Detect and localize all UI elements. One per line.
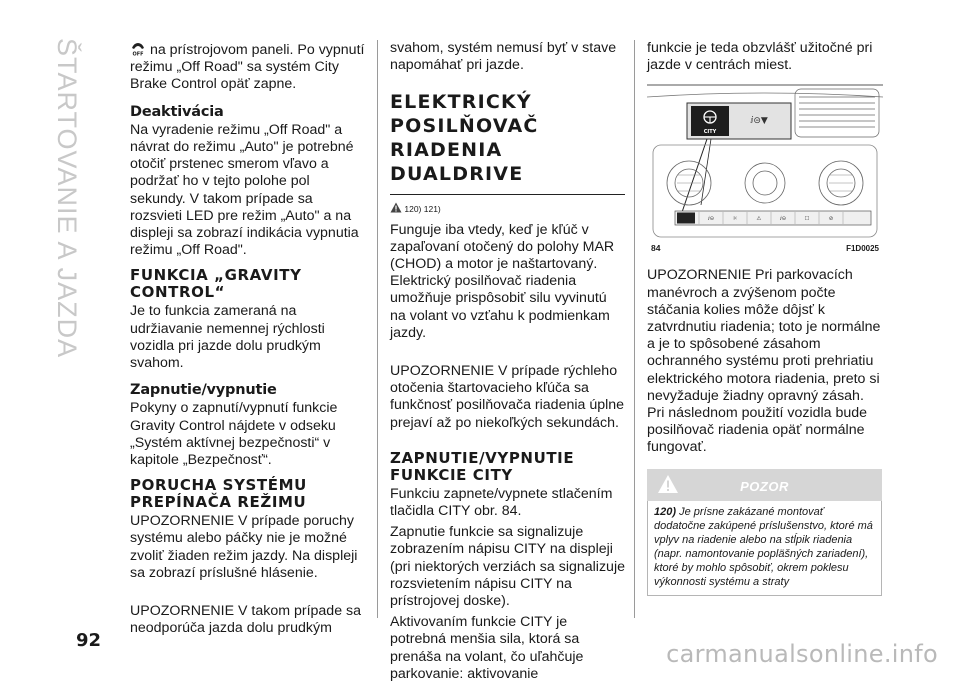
city-button-label: CITY [703,129,717,136]
deactivation-text: Na vyradenie režimu „Off Road" a návrat do režimu „Auto" je potrebné otočiť prstenec smerom vľavo a podržať ho v tejto polohe pol sekundy. V takom prípade sa rozsvieti LED pre režim „Auto" a na displeji sa zobrazí indikácia vypnutia režimu „Off Road". [130,121,359,259]
svg-text:⊘: ⊘ [828,216,834,223]
svg-text:⚠: ⚠ [756,216,762,223]
off-road-icon [130,40,146,56]
on-off-text: Pokyny o zapnutí/vypnutí funkcie Gravity Control nájdete v odseku „Systém aktívnej bezpečnosti“ v kapitole „Bezpečnosť“. [130,400,338,469]
column-divider-2 [634,40,635,618]
warning-box-header [647,469,882,501]
warning-references: 120) 121) [390,201,625,218]
continued-text: svahom, systém nemusí byť v stave napomáhať pri jazde. [390,40,617,74]
figure-code: F1D0025 [846,244,879,254]
gravity-control-heading: FUNKCIA „GRAVITY CONTROL“ [130,266,302,302]
city-paragraph-1: Funkciu zapnete/vypnete stlačením tlačidla CITY obr. 84. [390,485,613,520]
svg-text:ⅈ⊝: ⅈ⊝ [707,216,715,223]
on-off-heading: Zapnutie/vypnutie [130,382,277,399]
city-paragraph-3: Aktivovaním funkcie CITY je potrebná menšia sila, ktorá sa prenáša na volant, čo uľahčuje parkovanie: aktivovanie [390,614,584,682]
watermark: carmanualsonline.info [666,640,938,668]
dualdrive-paragraph-1: Funguje iba vtedy, keď je kľúč v zapaľovaní otočený do polohy MAR (CHOD) a motor je naštartovaný. Elektrický posilňovač riadenia umožňuje prispôsobiť silu vyvinutú na volant vo vzťahu k podmienkam jazdy. [390,221,615,341]
dashboard-illustration [647,83,883,245]
column-3 [647,40,882,596]
warning-triangle-icon [390,202,402,213]
warning-box-body [647,501,882,596]
gravity-control-text: Je to funkcia zameraná na udržiavanie nemennej rýchlosti vozidla pri jazde dolu prudkým svahom. [130,303,325,372]
mode-selector-failure-heading: PORUCHA SYSTÉMU PREPÍNAČA REŽIMU [130,476,307,512]
svg-text:☼: ☼ [732,216,738,223]
city-paragraph-2: Zapnutie funkcie sa signalizuje zobrazením nápisu CITY na displeji (pri niektorých verziách sa signalizuje rozsvietením nápisu CITY na prístrojovej doske). [390,524,625,610]
dualdrive-paragraph-2: UPOZORNENIE V prípade rýchleho otočenia štartovacieho kľúča sa funkčnosť posilňovača riadenia úplne prejaví až po niekoľkých sekundách. [390,363,625,431]
warning-title: POZOR [740,478,789,494]
svg-text:ⅈ⊝: ⅈ⊝ [779,216,787,223]
warning-text: Je prísne zakázané montovať dodatočne zakúpené príslušenstvo, ktoré má vplyv na riadenie alebo na stĺpik riadenia (napr. namontovanie popläšných zariadení), ktoré by mohlo spôsobiť, okrem poklesu výkonnosti systému a straty [654,505,873,588]
figure-84 [647,83,883,257]
column-1 [130,40,365,641]
figure-number: 84 [651,243,661,254]
parking-note: UPOZORNENIE Pri parkovacích manévroch a zvýšenom počte stáčania kolies môže dôjsť k zatvrdnutiu riadenia; toto je normálne a je to spôsobené zásahom ochranného systému proti prehriatiu elektrického motora riadenia, preto si nevyžaduje žiadny opravný zásah. Pri následnom použití vozidla bude posilňovač riadenia opäť normálne fungovať. [647,267,881,456]
dualdrive-heading: ELEKTRICKÝ POSILŇOVAČ RIADENIA DUALDRIVE [390,90,625,195]
city-function-heading: ZAPNUTIE/VYPNUTIE FUNKCIE CITY [390,448,575,484]
intro-paragraph: OFF na prístrojovom paneli. Po vypnutí režimu „Off Road" sa systém City Brake Control opäť zapne. [130,42,365,93]
city-paragraph-4: funkcie je teda obzvlášť užitočné pri jazde v centrách miest. [647,40,873,74]
column-2 [390,40,625,687]
svg-text:☐: ☐ [804,216,810,223]
column-divider-1 [377,40,378,618]
svg-text:ⅈ⊝▼: ⅈ⊝▼ [750,116,768,127]
deactivation-heading: Deaktivácia [130,103,224,120]
page-number: 92 [76,630,102,651]
off-icon-label: OFF [132,51,144,56]
chapter-title: ŠTARTOVANIE A JAZDA [52,38,82,359]
warning-number: 120) [654,505,677,518]
note-text: UPOZORNENIE V takom prípade sa neodporúča jazda dolu prudkým [130,603,362,637]
failure-text: UPOZORNENIE V prípade poruchy systému alebo páčky nie je možné zvoliť žiaden režim jazdy. Na displeji sa zobrazí príslušné hlásenie. [130,513,358,581]
